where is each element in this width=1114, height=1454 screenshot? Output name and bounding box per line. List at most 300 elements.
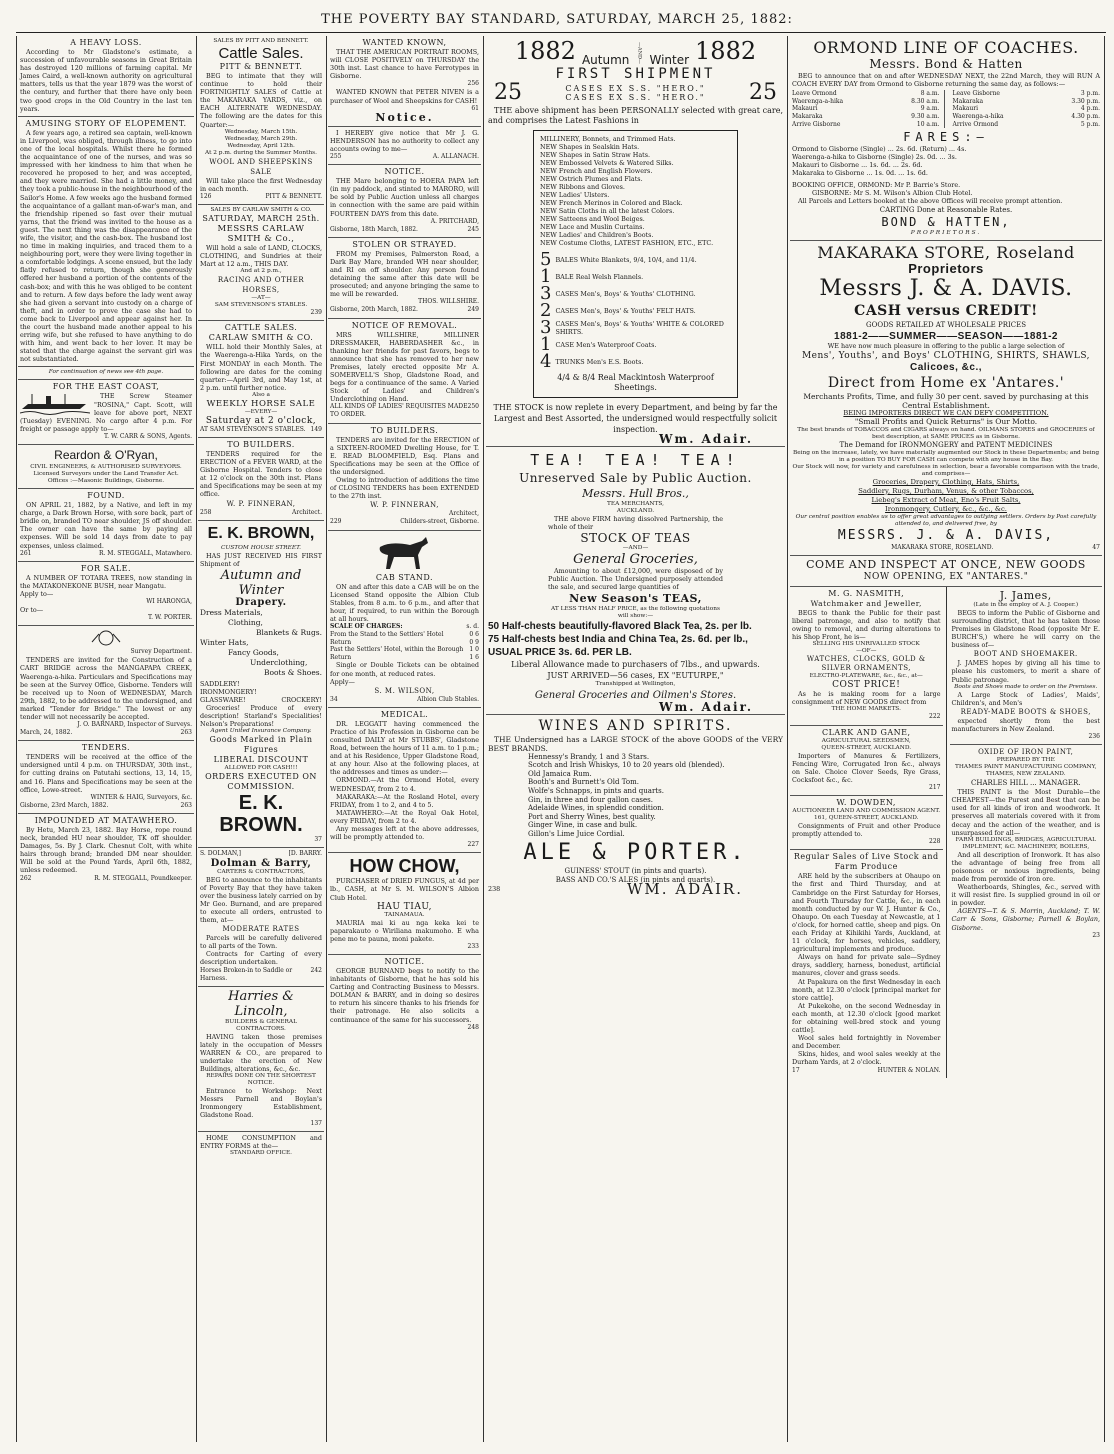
ad-text: Contracts for Carting of every description undertaken. xyxy=(200,950,322,967)
ad-text: WILL hold their Monthly Sales, at the Waerenga-a-Hika Yards, on the First MONDAY in each Month. The following are dates for the coming quarter:—April 3rd, and May 1st, at 2 p.m. until further notice. xyxy=(200,343,322,392)
heading: WEEKLY HORSE SALE xyxy=(206,398,316,409)
ad-text: Childers-street, Gisborne. xyxy=(400,518,479,526)
heading: ORMOND LINE OF COACHES. xyxy=(813,38,1079,57)
stock-item: NEW Costume Cloths, LATEST FASHION, ETC., ETC. xyxy=(540,239,714,247)
timetable-time: 5 p.m. xyxy=(1080,120,1100,128)
charge-shillings: 0 xyxy=(469,631,474,639)
date-line: Wednesday, April 12th. xyxy=(227,142,295,149)
subheading: Messrs. Bond & Hatten xyxy=(869,57,1023,71)
ad-text: WE have now much pleasure in offering to the public a large selection of xyxy=(827,341,1065,350)
ad-date: Gisborne, 18th March, 1882. xyxy=(330,225,418,233)
bale-text: TRUNKS Men's E.S. Boots. xyxy=(555,357,644,366)
subheading: WATCHES, CLOCKS, GOLD & SILVER ORNAMENTS, xyxy=(806,655,926,673)
ad-text: Licensed Surveyors under the Land Transfer Act. xyxy=(33,471,179,478)
heading: Notice. xyxy=(375,110,434,124)
ad-text: Also a xyxy=(252,391,270,398)
ad-text: ALLOWED FOR CASH!!! xyxy=(224,765,298,772)
bale-count: 3 xyxy=(540,317,552,338)
ad-text: —AND— xyxy=(622,545,649,552)
year-left: 1882 xyxy=(514,37,576,65)
bale-text: BALES White Blankets, 9/4, 10/4, and 11/4. xyxy=(555,255,697,264)
heading: WANTED KNOWN, xyxy=(362,38,447,47)
wine-item: Hennessy's Brandy, 1 and 3 Stars. xyxy=(528,752,650,761)
subheading: RACING AND OTHER HORSES, xyxy=(217,276,305,295)
ad-text: AT LESS THAN HALF PRICE, as the following quotations will show:— xyxy=(551,605,720,619)
heading: Cattle Sales. xyxy=(218,45,304,62)
heading: COME AND INSPECT AT ONCE, NEW GOODS xyxy=(806,557,1086,571)
timetable-time: 8.30 a.m. xyxy=(911,97,940,105)
ad-text: The best brands of TOBACCOS and CIGARS always on hand. OILMANS STORES and GROCERIES of best description, at SAME PRICES as in Gisborne. xyxy=(797,426,1095,440)
bale-row xyxy=(540,336,731,353)
charge-label: Return xyxy=(330,638,352,646)
ad-text: HAS JUST RECEIVED HIS FIRST Shipment of xyxy=(200,551,322,568)
stock-item: Ironmongery, Cutlery, &c., &c., &c. xyxy=(885,504,1007,513)
item-line: CROCKERY! xyxy=(281,696,322,704)
stock-item: NEW Ladies' Ulsters. xyxy=(540,191,610,199)
cases-line: CASES EX S.S. "HERO." xyxy=(565,84,706,93)
charge-shillings: 1 xyxy=(469,646,474,654)
ad-text: A Large Stock of Ladies', Maids', Children's, and Men's xyxy=(951,690,1100,707)
timetable-row xyxy=(792,105,940,113)
ad-number: 217 xyxy=(929,783,941,791)
ad-text: BEGS to thank the Public for their past liberal patronage, and also to notify that owing to removal, and during alterations to his Shop Front, he is— xyxy=(792,608,941,642)
heading: CASH versus CREDIT! xyxy=(854,302,1038,319)
column-1 xyxy=(18,36,194,1442)
ad-text: Being on the increase, lately, we have materially augmented our Stock in these Departments; and being in a position TO BUY FOR CASH can compete with any house in the Bay. xyxy=(792,449,1100,463)
continuation-note: For continuation of news see 4th page. xyxy=(48,369,164,376)
ad-text: Merchants Profits, Time, and fully 30 per cent. saved by purchasing at this Central Establishment. xyxy=(803,391,1089,410)
heading: OXIDE OF IRON PAINT, xyxy=(978,748,1074,757)
bale-row xyxy=(540,268,731,285)
stock-box xyxy=(533,130,738,398)
charge-row xyxy=(330,639,479,647)
signature: WI HARONGA, xyxy=(146,597,192,605)
ad-text: GISBORNE: Mr S. M. Wilson's Albion Club Hotel. xyxy=(812,188,973,197)
stock-item: 4/4 & 8/4 Real Mackintosh Waterproof Sheetings. xyxy=(557,373,714,392)
heading: MEDICAL. xyxy=(380,709,429,719)
timetable-place: Leave Ormond xyxy=(792,90,837,98)
ad-text: SELLING HIS UNRIVALLED STOCK xyxy=(812,641,920,648)
heading: Drapery. xyxy=(235,596,287,608)
signature: R. M. STEGGALL, Poundkeeper. xyxy=(94,874,192,882)
wine-item: Ginger Wine, in case and bulk. xyxy=(528,821,638,830)
ad-text: HAVING taken those premises lately in the occupation of Messrs WARREN & CO., are prepared to undertake the erection of New Buildings, alterations, &c., &c. xyxy=(200,1032,322,1074)
ad-text: ELECTRO-PLATEWARE, &c., &c., at— xyxy=(809,673,923,680)
ad-text: BEG to announce that on and after WEDNESDAY NEXT, the 22nd March, they will RUN A COACH EVERY DAY from Ormond to Gisborne returning the same day, as follows:— xyxy=(792,72,1100,89)
ad-number: 236 xyxy=(1088,733,1100,741)
cases-number: 25 xyxy=(494,79,522,105)
ad-text: Our Stock will now, for variety and carefulness in selection, bear a favorable comparison with the trade, and comprises— xyxy=(792,463,1100,477)
item-line: Underclothing, xyxy=(250,657,308,667)
stock-item: NEW Lace and Muslin Curtains. xyxy=(540,223,645,231)
ad-number: 233 xyxy=(467,942,479,950)
season-word: Winter xyxy=(649,52,690,67)
wine-item: Booth's and Burnett's Old Tom. xyxy=(528,778,639,787)
heading: Reardon & O'Ryan, xyxy=(54,448,158,463)
ad-text: BEG to announce to the inhabitants of Poverty Bay that they have taken over the business lately carried on by Mr Geo. Burnand, and are prepared to execute all orders, entrusted to them, at— xyxy=(200,875,322,925)
ad-text: Any messages left at the above addresses, will be promptly attended to. xyxy=(330,825,479,842)
bale-count: 4 xyxy=(540,351,552,372)
ad-text: Offices :—Masonic Buildings, Gisborne. xyxy=(47,478,165,485)
item-line: Blankets & Rugs. xyxy=(255,627,322,637)
section-header: SALES BY CARLAW SMITH & CO. xyxy=(210,206,312,213)
col-divider xyxy=(1104,36,1105,1442)
timetable-time: 3.30 p.m. xyxy=(1071,97,1100,105)
bale-row xyxy=(540,353,731,370)
ad-text: At 2 p.m. during the Summer Months. xyxy=(205,149,317,156)
signature: Architect. xyxy=(292,508,322,516)
ad-text: MAURIA mai ki au nga keka kei te paparakauto o Wiriliana makumoho. E wha pene mo te pauna, moni pakete. xyxy=(330,918,479,943)
timetable-place: Waerenga-a-hika xyxy=(792,97,844,105)
ad-text: Owing to introduction of additions the time of CLOSING TENDERS has been EXTENDED to the 27th inst. xyxy=(330,476,479,501)
timetable-row xyxy=(792,121,940,129)
timetable-place: Makaraka xyxy=(792,112,823,120)
ad-text: Entrance to Workshop: Next Messrs Parnell and Boylan's Ironmongery Establishment, Gladstone Road. xyxy=(200,1087,322,1120)
ad-text: JUST ARRIVED—56 cases, EX "EUTURPE," xyxy=(547,670,724,680)
column-5 xyxy=(790,36,1102,1442)
partner-name: S. DOLMAN,] xyxy=(200,850,242,858)
signature: WM. ADAIR. xyxy=(627,879,743,898)
fare-line: Waerenga-a-hika to Gisborne (Single) 2s. 0d. ... 3s. xyxy=(792,153,957,162)
ad-number: 239 xyxy=(310,309,322,317)
subheading: Calicoes, &c., xyxy=(909,361,983,373)
subheading: FARM BUILDINGS, BRIDGES, AGRICULTURAL IMPLEMENT, &C. MACHINERY, BOILERS, xyxy=(955,836,1096,850)
subheading: AUCKLAND. xyxy=(616,508,655,515)
offer-line: 50 Half-chests beautifully-flavored Black Tea, 2s. per lb. xyxy=(488,620,752,632)
col-divider xyxy=(326,36,327,1442)
charge-shillings: 0 xyxy=(469,638,474,646)
heading: FARES:— xyxy=(903,130,989,145)
subheading: THAMES PAINT MANUFACTURING COMPANY, xyxy=(954,764,1097,771)
bale-count: 3 xyxy=(540,283,552,304)
ad-text: Amounting to about £12,000, were disposed of by Public Auction. The Undersigned purposely attended the sale, and secured large quantities of xyxy=(548,567,723,592)
stock-item: NEW Satin Cloths in all the latest Colors. xyxy=(540,207,675,215)
ad-text: All Parcels and Letters booked at the above Offices will receive prompt attention. xyxy=(798,196,1063,205)
ad-number: 137 xyxy=(310,1119,322,1127)
subheading: Survey Department. xyxy=(130,648,192,656)
item-line: Winter Hats, xyxy=(200,637,249,647)
ad-text: THE above FIRM having dissolved Partnership, the whole of their xyxy=(548,515,723,532)
ad-text: THE STOCK is now replete in every Department, and being by far the Largest and Best Assorted, the undersigned would respectfully solicit inspection. xyxy=(493,403,778,434)
heading: MESSRS. J. & A. DAVIS, xyxy=(837,527,1055,543)
stock-item: MILLINERY, Bonnets, and Trimmed Hats. xyxy=(540,135,676,143)
heading: NOTICE. xyxy=(384,956,425,966)
timetable-place: Makauri xyxy=(792,105,818,113)
ad-text: Apply to— xyxy=(20,589,54,598)
ad-text: THAT THE AMERICAN PORTRAIT ROOMS, will CLOSE POSITIVELY on THURSDAY the 30th inst. Last chance to have Ferrotypes in Gisborne. xyxy=(330,48,479,81)
heading: BOND & HATTEN, xyxy=(881,214,1011,229)
heading: STOLEN OR STRAYED. xyxy=(352,239,457,249)
signature: PITT & BENNETT. xyxy=(265,192,322,200)
ad-number: 256 xyxy=(467,80,479,88)
heading: IMPOUNDED AT MATAWHERO. xyxy=(34,815,178,825)
ad-text: As he is making room for a large consignment of NEW GOODS direct from xyxy=(792,690,941,707)
heading: TO BUILDERS. xyxy=(227,439,295,449)
ad-text: Always on hand for private sale—Sydney drays, saddlery, harness, bonedust, artificial manures, clover and grass seeds. xyxy=(792,953,941,978)
masthead: THE POVERTY BAY STANDARD, SATURDAY, MARCH 25, 1882: xyxy=(321,12,793,27)
heading: AMUSING STORY OF ELOPEMENT. xyxy=(25,118,187,128)
stock-item: NEW Ribbons and Gloves. xyxy=(540,183,625,191)
ad-text: STANDARD OFFICE. xyxy=(229,1149,293,1156)
signature: THOS. WILLSHIRE. xyxy=(418,298,479,306)
timetable-place: Arrive Ormond xyxy=(952,120,999,128)
heading: STOCK OF TEAS xyxy=(580,531,691,546)
ad-number: 238 xyxy=(488,884,501,893)
heading: TO BUILDERS. xyxy=(370,425,439,435)
ad-text: Will take place the first Wednesday in each month. xyxy=(200,176,322,193)
ad-date: Gisborne, 20th March, 1882. xyxy=(330,306,418,314)
subheading: PITT & BENNETT. xyxy=(219,62,303,71)
heading: Dolman & Barry, xyxy=(210,857,312,869)
ad-number: 242 xyxy=(310,966,322,974)
ad-text: expected shortly from the best manufacturers in New Zealand. xyxy=(951,716,1100,733)
ad-text: REPAIRS DONE ON THE SHORTEST NOTICE. xyxy=(206,1073,316,1087)
ad-text: ARE held by the subscribers at Ohaupo on the first and Third Thursday, and at Cambridge on the First Saturday for Horses, and Fourth Thursday for Cattle, &c., in each month conducted by our W. J. Hunter & Co., Ohaupo. On each Tuesday at Newcastle, at 1 o'clock, for horned cattle, sheep and pigs. On each Friday at Kihikihi Yards, Auckland, at 11 o'clock, for horses, vehicles, saddlery, agricultural implements and produce. xyxy=(792,872,941,954)
charge-pence: 6 xyxy=(475,653,479,661)
signature: R. M. STEGGALL, Matawhero. xyxy=(98,549,192,557)
timetable-row xyxy=(953,105,1101,113)
ad-text: BEING IMPORTERS DIRECT WE CAN DEFY COMPETITION. xyxy=(843,408,1049,417)
timetable-time: 9.30 a.m. xyxy=(911,112,940,120)
subheading: READY-MADE BOOTS & SHOES, xyxy=(960,707,1091,716)
ad-number: 245 xyxy=(467,225,479,233)
timetable-row xyxy=(792,90,940,98)
subheading: Proprietors xyxy=(908,260,984,276)
bale-text: CASES Men's, Boys' & Youths' CLOTHING. xyxy=(555,289,696,298)
subheading: CUSTOM HOUSE STREET. xyxy=(221,544,301,551)
heading: New Season's TEAS, xyxy=(569,591,702,605)
charge-pence: 6 xyxy=(475,631,479,639)
column-4 xyxy=(486,36,785,1442)
stock-item: Liebeg's Extract of Meat, Eno's Fruit Salts, xyxy=(871,495,1021,504)
ad-number: 47 xyxy=(1092,543,1100,551)
heading: Direct from Home ex 'Antares.' xyxy=(827,374,1065,391)
item-line: Fancy Goods, xyxy=(228,647,279,657)
subheading: COST PRICE! xyxy=(832,680,901,691)
ad-text: The Demand for IRONMONGERY and PATENT MEDICINES xyxy=(839,440,1053,449)
ad-number: 17 xyxy=(792,1066,800,1074)
subheading: Mens', Youths', and Boys' CLOTHING, SHIRTS, SHAWLS, xyxy=(801,350,1091,361)
signature: W. P. FINNERAN, xyxy=(370,501,439,510)
bale-count: 1 xyxy=(540,266,552,287)
item-line: Clothing, xyxy=(228,617,263,627)
ad-number: 23 xyxy=(1092,931,1100,939)
ad-text: ON APRIL 21, 1882, by a Native, and left in my charge, a Dark Brown Horse, with sore back, part of bridle on, branded TO near shoulder, JS off shoulder. The owner can have the same by paying all expenses. Will be sold 14 days from date to pay expenses, unless claimed. xyxy=(20,501,192,550)
ad-number: 250 xyxy=(467,403,479,411)
timetable-row xyxy=(792,113,940,121)
ad-number: 61 xyxy=(471,104,479,112)
date-line: Wednesday, March 29th. xyxy=(224,135,298,142)
heading: Messrs J. & A. DAVIS. xyxy=(819,275,1073,301)
wine-item: Scotch and Irish Whiskys, 10 to 20 years old (blended). xyxy=(528,761,725,770)
bale-text: CASES Men's, Boys' & Youths' FELT HATS. xyxy=(555,306,696,315)
ad-text: GOODS RETAILED AT WHOLESALE PRICES xyxy=(866,320,1026,329)
ad-text: THE above shipment has been PERSONALLY selected with great care, and comprises the Latest Fashions in xyxy=(488,106,783,125)
ad-text: "Small Profits and Quick Returns" is Our Motto. xyxy=(854,416,1038,426)
bale-text: CASE Men's Waterproof Coats. xyxy=(555,340,657,349)
signature: WINTER & HAIG, Surveyors, &c. xyxy=(90,793,192,801)
ad-text: BEGS to inform the Public of Gisborne and surrounding district, that he has taken those Premises in Gladstone Road (opposite Mr E. BURCH'S,) where he will carry on the business of— xyxy=(951,608,1100,650)
stock-item: NEW Shapes in Satin Straw Hats. xyxy=(540,151,651,159)
ad-text: At Pukekohe, on the second Wednesday in each month, at 12.30 o'clock [good market for obtaining well-bred stock and young cattle]. xyxy=(792,1001,941,1035)
col-divider xyxy=(196,36,197,1442)
ad-text: TENDERS are invited for the Construction of a CART BRIDGE across the MANGAPAPA CREEK, Waerenga-a-hika. Particulars and Specifications may be seen at the Survey Office, Gisborne. Tenders will be received up to Noon of WEDNESDAY, March 29th, 1882, to be addressed to the undersigned, and marked "Tender for Bridge." The lowest or any tender will not necessarily be accepted. xyxy=(20,656,192,721)
charge-pence: 9 xyxy=(475,638,479,646)
ad-text: BASS AND CO.'S ALES (in pints and quarts). xyxy=(555,875,716,884)
fare-line: Ormond to Gisborne (Single) ... 2s. 6d. (Return) ... 4s. xyxy=(792,145,967,154)
heading: FOR SALE. xyxy=(80,563,132,573)
timetable-place: Arrive Gisborne xyxy=(792,120,841,128)
timetable-place: Leave Gisborne xyxy=(952,90,1000,98)
timetable-place: Makaraka xyxy=(952,97,984,105)
bale-text: CASES Men's, Boys' & Youths' WHITE & COLORED SHIRTS. xyxy=(555,319,724,336)
ad-number: 229 xyxy=(330,518,342,526)
heading: FOR THE EAST COAST, xyxy=(52,382,160,392)
ad-text: Horses Broken-in to Saddle or Harness. xyxy=(200,966,293,982)
year-right: 1882 xyxy=(695,37,757,65)
signature: J. O. BARNARD, Inspector of Surveys. xyxy=(77,721,192,729)
subheading: 161, QUEEN-STREET, AUCKLAND. xyxy=(814,815,919,822)
ad-text: Importers of Manures & Fertilizers, Fencing Wire, Corrugated Iron &c., always on Sale. Choice Clover Seeds, Rye Grass, Cocksfoot &c., &c. xyxy=(792,751,941,784)
bale-count: 2 xyxy=(540,300,552,321)
ad-number: 262 xyxy=(20,874,32,882)
ad-text: ORMOND.—At the Ormond Hotel, every WEDNESDAY, from 2 to 4. xyxy=(330,776,479,793)
subheading: Messrs. Hull Bros., xyxy=(582,487,689,501)
charge-label: Past the Settlers' Hotel, within the Borough xyxy=(330,646,464,654)
heading: CAB STAND. xyxy=(375,572,434,582)
offer-line: 75 Half-chests best India and China Tea, 2s. 6d. per lb., USUAL PRICE 3s. 6d. PER LB. xyxy=(488,633,748,658)
ad-text: Apply— xyxy=(330,677,355,686)
signature: T. W. PORTER. xyxy=(147,614,192,622)
heading: Autumn and Winter xyxy=(220,567,302,598)
charge-pence: 0 xyxy=(475,646,479,654)
ad-text: Or to— xyxy=(20,606,44,615)
heading: NOTICE. xyxy=(384,167,425,177)
heading: W. DOWDEN, xyxy=(836,798,896,808)
wine-item: Port and Sherry Wines, best quality. xyxy=(528,812,656,821)
subheading: TAINAMAUA. xyxy=(384,911,425,918)
ad-text: THE Mare belonging to HOERA PAPA left (in my paddock, and stinted to MARORO, will be sold by Public Auction unless all charges in connection with the same are paid within FOURTEEN DAYS from this date. xyxy=(330,177,479,218)
ad-text: FROM my Premises, Palmerston Road, a Dark Bay Mare, branded WH near shoulder, and RI on off shoulder. Any person found detaining the same after this date will be prosecuted; and anyone bringing the same to me will be rewarded. xyxy=(330,249,479,299)
stock-item: NEW Ostrich Plumes and Flats. xyxy=(540,175,643,183)
ad-text: HOME CONSUMPTION and ENTRY FORMS at the— xyxy=(200,1133,322,1150)
heading: CATTLE SALES. xyxy=(224,323,298,333)
ad-text: TENDERS required for the ERECTION of a FEVER WARD, at the Gisborne Hospital. Tenders to close at 12 o'clock on the 30th inst. Plans and Specifications may be seen at my office. xyxy=(200,449,322,499)
bale-count: 5 xyxy=(540,249,552,270)
fare-line: Makaraka to Gisborne ... 1s. 0d. ... 1s. 6d. xyxy=(792,169,928,178)
ad-text: PURCHASER of DRIED FUNGUS, at 4d per lb., CASH, at Mr S. M. WILSON'S Albion Club Hotel. xyxy=(330,877,479,902)
subheading: 1881-2——SUMMER——SEASON——1881-2 xyxy=(834,330,1058,342)
ad-number: 255 xyxy=(330,153,342,161)
date-line: Wednesday, March 15th. xyxy=(224,128,298,135)
stock-item: Groceries, Drapery, Clothing, Hats, Shirts, xyxy=(872,477,1020,486)
fare-line: Makauri to Gisborne ... 1s. 6d. ... 2s. 6d. xyxy=(792,161,923,170)
ad-text: —AT— xyxy=(251,295,271,302)
heading: Regular Sales of Live Stock and Farm Produce xyxy=(793,852,939,872)
ad-text: And all description of Ironwork. It has also the advantage of being free from all poisonous or noxious ingredients, being made from peroxide of iron ore. xyxy=(951,850,1100,883)
ad-text: AGENTS—T. & S. Morrin, Auckland; T. W. Carr & Sons, Gisborne; Parnell & Boylan, Gisborne. xyxy=(951,907,1100,932)
heading: NOTICE OF REMOVAL. xyxy=(351,320,458,330)
heading: MAKARAKA STORE, Roseland xyxy=(817,242,1075,262)
cases-number: 25 xyxy=(748,79,777,105)
timetable-row xyxy=(953,98,1101,106)
item-line: Boots & Shoes. xyxy=(263,667,322,677)
item-line: Dress Materials, xyxy=(200,607,263,617)
ad-text: Wool sales held fortnightly in November and December. xyxy=(792,1034,941,1051)
ad-number: 248 xyxy=(467,1023,479,1031)
ad-text: Parcels will be carefully delivered to all parts of the Town. xyxy=(200,934,322,951)
timetable-place: Makauri xyxy=(952,105,979,113)
wine-item: Wolfe's Schnapps, in pints and quarts. xyxy=(528,787,664,796)
wine-item: Gillon's Lime Juice Cordial. xyxy=(528,830,625,838)
subheading: ORDERS EXECUTED ON COMMISSION. xyxy=(205,772,317,792)
heading: FOUND. xyxy=(87,491,125,501)
subheading: PREPARED BY THE xyxy=(996,757,1055,764)
col-divider xyxy=(787,36,788,1442)
heading: E. K. BROWN, xyxy=(207,524,315,542)
charge-row xyxy=(330,654,479,662)
subheading: CHARLES HILL ... MANAGER. xyxy=(971,779,1081,788)
timetable-row xyxy=(953,113,1101,121)
ad-text: ALL KINDS OF LADIES' REQUISITES MADE TO ORDER. xyxy=(330,403,468,419)
ad-text: J. JAMES hopes by giving all his time to please his customers, to merit a share of Public patronage. xyxy=(951,659,1100,684)
wine-item: Gin, in three and four gallon cases. xyxy=(528,795,653,804)
col-divider xyxy=(16,36,17,1442)
article-text: A few years ago, a retired sea captain, well-known in Liverpool, was obliged, through illness, to go into one of the local hospitals. Whilst there he formed the acquaintance of one of the nurses, and was so impressed with her kindness to him that when he recovered he proposed to her, and was accepted, and they were married. She had a little money, and they took a public-house in the neighbourhood of the Sailor's Home. A few weeks ago the husband formed the acquaintance of a gallant man-of-war's man, and the friendship ripened so fast over their mutual yarns, that the friend was invited to the house as a guest. The next thing was the disappearance of the wife, the visitor, and the cash-box. The husband lost no time in making inquiries, and traced them to a neighbouring port, were they were living together in a comfortable lodgings. A scene ensued, but the lady flatly refused to return, though she generously offered her husband a portion of the contents of the cash-box; and with this he was obliged to be content and to return. A few days before the lady went away she had given a servant into custody on a charge of theft, and in order to prove the case she had to come back to Liverpool and appear against her. In the court the husband made another appeal to his erring wife, but she refused to have anything to do with him, and went back to her lover. It may be stated that the charge against the servant girl was not substantiated. xyxy=(20,128,193,364)
ad-number: 126 xyxy=(200,192,212,200)
ad-number: 37 xyxy=(314,836,322,844)
heading: HOW CHOW, xyxy=(349,856,460,877)
top-rule xyxy=(16,32,1106,33)
subheading: CIVIL ENGINEERS, & AUTHORISED SURVEYORS. xyxy=(30,464,182,471)
heading: MESSRS CARLAW SMITH & Co., xyxy=(217,223,305,244)
column-3 xyxy=(328,36,481,1442)
bale-row xyxy=(540,285,731,302)
charge-label: Return xyxy=(330,653,352,661)
subheading: General Groceries and Oilmen's Stores. xyxy=(534,689,737,701)
heading: FIRST SHIPMENT xyxy=(555,66,716,82)
signature: S. M. WILSON, xyxy=(374,686,435,695)
ad-text: DR. LEGGATT having commenced the Practice of his Profession in Gisborne can be consulted DAILY at Mr STUBBS', Gladstone Road, between the hours of 11 a.m. to 1 p.m.; and at his Residence, Upper Gladstone Road, at any hour. Also at the following places, at the addresses and times as under:— xyxy=(330,719,479,777)
charge-shillings: 1 xyxy=(469,653,474,661)
ad-date: Gisborne, 23rd March, 1882. xyxy=(20,801,109,809)
wine-item: Old Jamaica Rum. xyxy=(528,769,592,778)
currency-header: s. d. xyxy=(466,622,479,630)
subheading: SATURDAY, MARCH 25th. xyxy=(202,213,320,223)
stock-item: NEW French and English Flowers. xyxy=(540,167,653,175)
subheading: LIBERAL DISCOUNT xyxy=(213,755,309,765)
timetable-time: 4 p.m. xyxy=(1080,105,1100,113)
timetable-time: 8 a.m. xyxy=(920,90,940,98)
ad-text: CARTING Done at Reasonable Rates. xyxy=(879,205,1013,214)
timetable-time: 10 a.m. xyxy=(916,120,940,128)
item-line: GLASSWARE! xyxy=(200,696,246,704)
ad-text: THE HOME MARKETS. xyxy=(831,706,901,713)
ad-text: WANTED KNOWN that PETER NIVEN is a purchaser of Wool and Sheepskins for CASH! xyxy=(330,88,479,105)
subheading: CARLAW SMITH & CO. xyxy=(208,333,314,343)
ad-text: THE Screw Steamer "ROSINA," Capt. Scott, will leave for above port, NEXT (Tuesday) EVENING. No cargo after 4 p.m. For freight or passage apply to— xyxy=(20,392,192,433)
subheading: Saturday at 2 o'clock, xyxy=(205,415,317,426)
ad-number: 258 xyxy=(200,508,212,516)
cases-line: CASES EX S.S. "HERO." xyxy=(565,93,706,102)
timetable-time: 4.30 p.m. xyxy=(1071,112,1100,120)
subheading: MAKARAKA STORE, ROSELAND. xyxy=(891,543,994,551)
ad-number: 227 xyxy=(467,841,479,849)
ad-text: Will hold a sale of LAND, CLOCKS, CLOTHING, and Sundries at their Mart at 12 a.m., THIS DAY. xyxy=(200,243,322,269)
signature: Architect, xyxy=(449,510,479,518)
charge-label: From the Stand to the Settlers' Hotel xyxy=(330,631,444,639)
signature: A. PRITCHARD, xyxy=(430,217,479,225)
